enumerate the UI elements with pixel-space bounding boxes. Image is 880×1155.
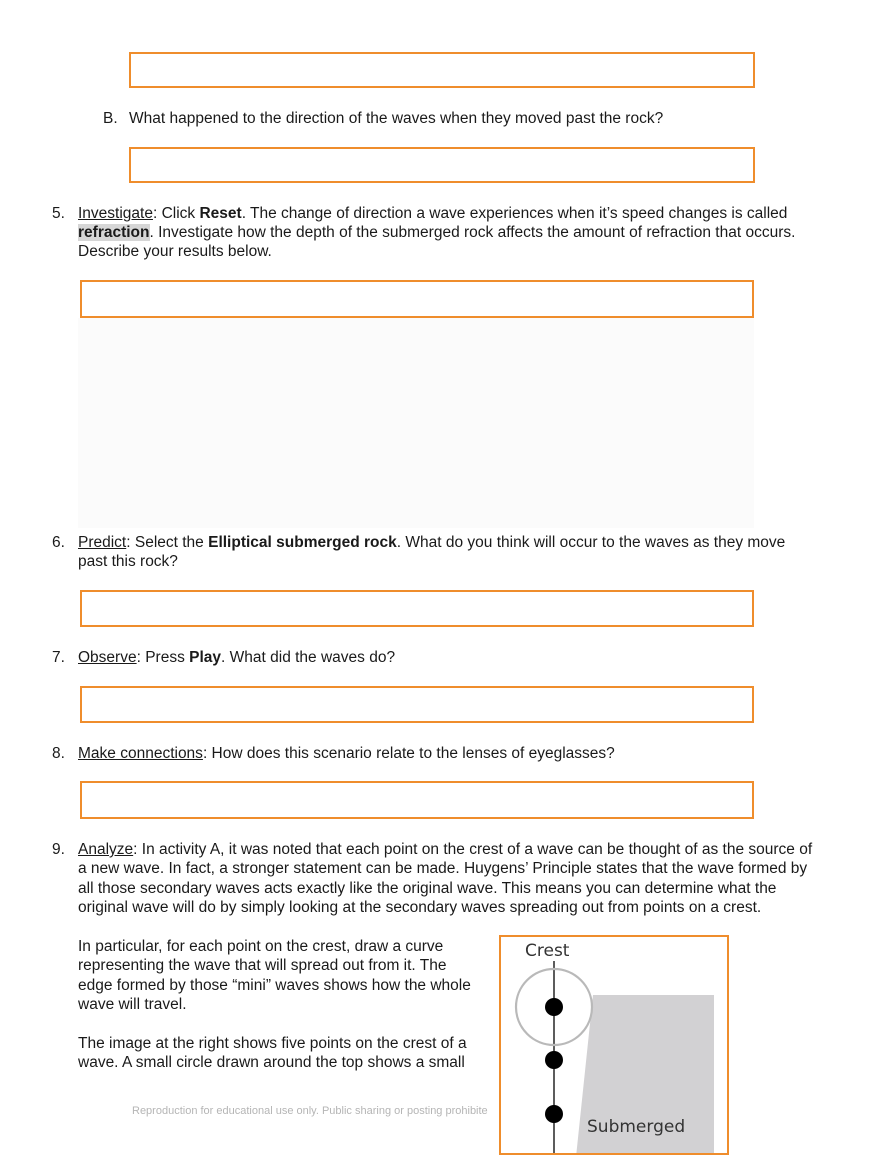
question-5-text-c: . Investigate how the depth of the submerged rock affects the amount of refraction that occurs. xyxy=(149,224,796,241)
question-9-para2-line4: wave will travel. xyxy=(78,996,187,1013)
refraction-keyword: refraction xyxy=(78,224,150,241)
crest-point-2 xyxy=(545,1051,563,1069)
question-4b-letter: B. xyxy=(103,110,118,127)
question-9-number: 9. xyxy=(52,841,65,858)
elliptical-rock-keyword: Elliptical submerged rock xyxy=(208,534,397,551)
question-9-line1 xyxy=(78,840,812,860)
answer-box-7[interactable] xyxy=(80,686,754,723)
question-9-line2: a new wave. In fact, a stronger statement can be made. Huygens’ Principle states that the wave formed by xyxy=(78,860,808,877)
question-9-para3-line1: The image at the right shows five points on the crest of a xyxy=(78,1035,467,1052)
question-9-line3: all those secondary waves acts exactly like the original wave. This means you can determine what the xyxy=(78,880,777,897)
question-9-line4: original wave will do by simply looking at the secondary waves spreading out from points on a crest. xyxy=(78,899,762,916)
question-9-text-a: : In activity A, it was noted that each point on the crest of a wave can be thought of as the source of xyxy=(133,841,813,858)
question-8-text: : How does this scenario relate to the lenses of eyeglasses? xyxy=(202,745,615,762)
footer-text-left: Reproduction for educational use only. Public sharing or posting prohibite xyxy=(132,1105,488,1117)
question-5-line1 xyxy=(78,204,787,224)
question-6-text-b: . What do you think will occur to the waves as they move xyxy=(396,534,786,551)
question-8-line1 xyxy=(78,744,615,764)
question-9-para3-line2: wave. A small circle drawn around the top shows a small xyxy=(78,1054,465,1071)
question-7-label: Observe xyxy=(78,649,137,666)
question-5-label: Investigate xyxy=(78,205,153,222)
crest-point-3 xyxy=(545,1105,563,1123)
question-6-number: 6. xyxy=(52,534,65,551)
answer-box-8[interactable] xyxy=(80,781,754,819)
question-9-para2-line1: In particular, for each point on the crest, draw a curve xyxy=(78,938,444,955)
reset-keyword: Reset xyxy=(199,205,242,222)
question-6-line1 xyxy=(78,533,785,553)
question-9-para2-line2: representing the wave that will spread out from it. The xyxy=(78,957,447,974)
question-4b-text: What happened to the direction of the waves when they moved past the rock? xyxy=(129,110,664,127)
question-5-line2 xyxy=(78,223,795,243)
question-7-text-b: . What did the waves do? xyxy=(221,649,396,666)
huygens-figure xyxy=(499,935,729,1155)
question-9-label: Analyze xyxy=(78,841,134,858)
question-5-text-a: : Click xyxy=(152,205,200,222)
answer-area-5-background xyxy=(78,318,754,528)
question-6-label: Predict xyxy=(78,534,127,551)
crest-point-1 xyxy=(545,998,563,1016)
question-8-label: Make connections xyxy=(78,745,203,762)
answer-box-4b[interactable] xyxy=(129,147,755,183)
submerged-label: Submerged xyxy=(587,1117,686,1137)
play-keyword: Play xyxy=(189,649,222,666)
answer-box-6[interactable] xyxy=(80,590,754,627)
crest-label: Crest xyxy=(525,941,570,961)
answer-box-4a[interactable] xyxy=(129,52,755,88)
question-7-text-a: : Press xyxy=(136,649,190,666)
question-9-para2-line3: edge formed by those “mini” waves shows how the whole xyxy=(78,977,471,994)
question-5-number: 5. xyxy=(52,205,65,222)
question-7-number: 7. xyxy=(52,649,65,666)
question-6-line2: past this rock? xyxy=(78,553,178,570)
question-8-number: 8. xyxy=(52,745,65,762)
question-5-line3: Describe your results below. xyxy=(78,243,272,260)
answer-box-5[interactable] xyxy=(80,280,754,318)
question-6-text-a: : Select the xyxy=(126,534,209,551)
question-7-line1 xyxy=(78,648,395,668)
question-5-text-b: . The change of direction a wave experiences when it’s speed changes is called xyxy=(241,205,788,222)
